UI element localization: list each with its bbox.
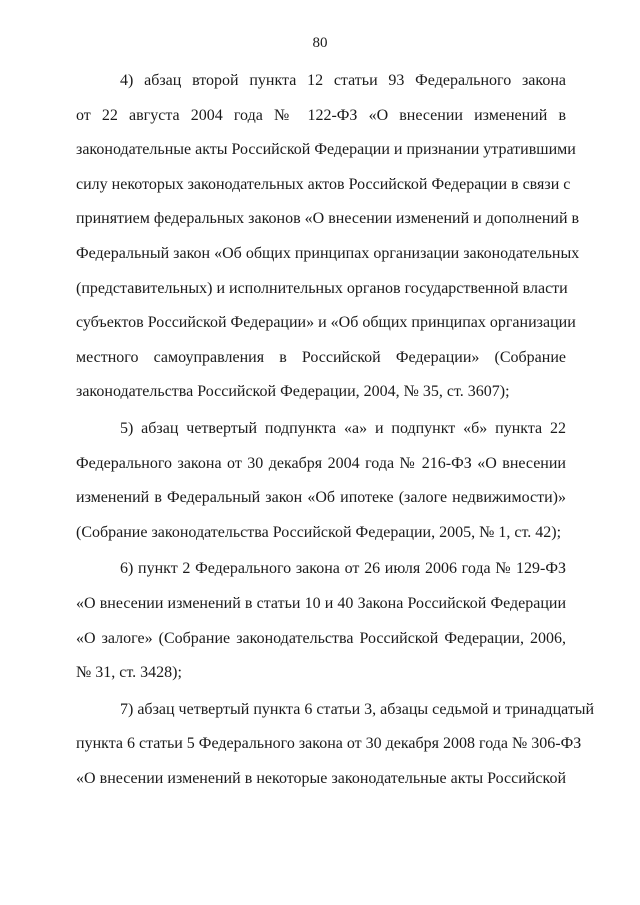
text-line: Федеральный закон «Об общих принципах организации законодательных xyxy=(76,244,580,262)
text-line: Федерального закона от 30 декабря 2004 года № 216-ФЗ «О внесении xyxy=(76,454,566,472)
text-line: изменений в Федеральный закон «Об ипотеке (залоге недвижимости)» xyxy=(76,489,566,507)
text-line: «О залоге» (Собрание законодательства Российской Федерации, 2006, xyxy=(76,629,566,647)
text-line: 6) пункт 2 Федерального закона от 26 июля 2006 года № 129-ФЗ xyxy=(120,560,566,578)
text-line: (представительных) и исполнительных органов государственной власти xyxy=(76,279,568,297)
text-line: от 22 августа 2004 года № 122-ФЗ «О внесении изменений в xyxy=(76,106,566,124)
document-body xyxy=(76,72,595,806)
text-line: № 31, ст. 3428); xyxy=(76,664,182,682)
paragraph-item-5 xyxy=(76,420,566,558)
text-line: законодательные акты Российской Федерации и признании утратившими xyxy=(76,141,576,159)
text-line: местного самоуправления в Российской Федерации» (Собрание xyxy=(76,348,566,366)
text-line: (Собрание законодательства Российской Федерации, 2005, № 1, ст. 42); xyxy=(76,523,562,541)
paragraph-item-4 xyxy=(76,72,580,418)
text-line: 5) абзац четвертый подпункта «а» и подпункт «б» пункта 22 xyxy=(120,419,566,437)
text-line: принятием федеральных законов «О внесении изменений и дополнений в xyxy=(76,210,580,228)
text-line: пункта 6 статьи 5 Федерального закона от 30 декабря 2008 года № 306-ФЗ xyxy=(76,735,582,753)
text-line: субъектов Российской Федерации» и «Об общих принципах организации xyxy=(76,314,576,332)
text-line: «О внесении изменений в статьи 10 и 40 Закона Российской Федерации xyxy=(76,594,566,612)
text-line: силу некоторых законодательных актов Российской Федерации в связи с xyxy=(76,175,571,193)
text-line: 4) абзац второй пункта 12 статьи 93 Федерального закона xyxy=(120,72,566,89)
paragraph-item-7 xyxy=(76,700,595,805)
text-line: 7) абзац четвертый пункта 6 статьи 3, абзацы седьмой и тринадцатый xyxy=(120,700,595,718)
text-line: законодательства Российской Федерации, 2004, № 35, ст. 3607); xyxy=(76,383,510,401)
paragraph-item-6 xyxy=(76,560,566,698)
text-line: «О внесении изменений в некоторые законодательные акты Российской xyxy=(76,769,566,787)
page-number: 80 xyxy=(312,35,328,51)
